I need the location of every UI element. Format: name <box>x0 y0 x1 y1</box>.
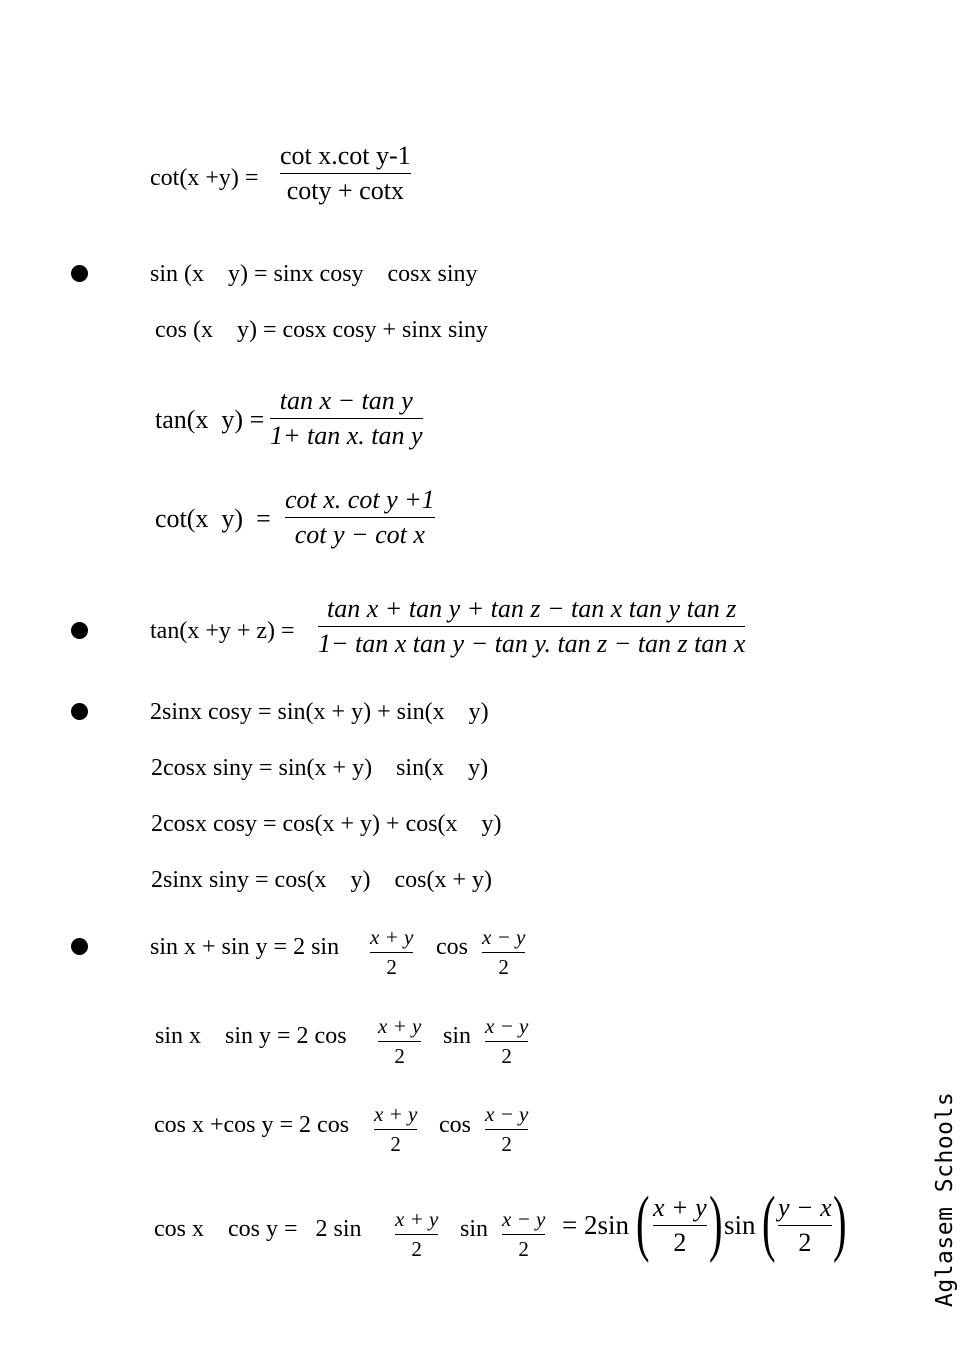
cot-sum-lhs: cot(x +y) = <box>150 165 259 191</box>
diff-sin-mid: sin <box>443 1023 472 1049</box>
numerator: x + y <box>370 925 414 949</box>
product-formula-3: 2cosx cosy = cos(x + y) + cos(x y) <box>151 811 502 837</box>
sum-sin-mid: cos <box>436 934 468 960</box>
denominator: 1− tan x tan y − tan y. tan z − tan z tan x <box>318 629 746 658</box>
denominator: 2 <box>411 1237 422 1261</box>
product-formula-1: 2sinx cosy = sin(x + y) + sin(x y) <box>150 699 489 725</box>
diff-cos-mid: sin <box>460 1216 489 1242</box>
half-diff-fraction <box>778 1195 832 1256</box>
fraction-bar <box>374 1129 417 1130</box>
fraction-bar <box>653 1225 707 1226</box>
numerator: cot x. cot y +1 <box>285 485 435 514</box>
denominator: coty + cotx <box>286 176 404 205</box>
denominator: 2 <box>518 1237 529 1261</box>
sum-cos-lhs: cos x +cos y = 2 cos <box>154 1112 350 1138</box>
bullet <box>71 622 88 639</box>
numerator: x − y <box>485 1102 529 1126</box>
bullet <box>71 703 88 720</box>
right-paren: ) <box>833 1182 847 1264</box>
numerator: x − y <box>485 1014 529 1038</box>
fraction-bar <box>395 1234 438 1235</box>
fraction-bar <box>502 1234 545 1235</box>
fraction-bar <box>378 1041 421 1042</box>
tan-triple-fraction <box>318 596 745 657</box>
half-diff-fraction <box>485 1016 528 1067</box>
half-sum-fraction <box>370 927 413 978</box>
half-diff-fraction <box>482 927 525 978</box>
diff-cos-mid2: sin <box>724 1210 756 1240</box>
cos-diff-formula: cos (x y) = cosx cosy + sinx siny <box>155 317 489 343</box>
bullet <box>71 265 88 282</box>
fraction-bar <box>485 1041 528 1042</box>
product-formula-2: 2cosx siny = sin(x + y) sin(x y) <box>151 755 489 781</box>
fraction-bar <box>270 418 423 419</box>
left-paren: ( <box>762 1182 776 1264</box>
sum-sin-lhs: sin x + sin y = 2 sin <box>150 934 340 960</box>
fraction-bar <box>318 626 745 627</box>
half-diff-fraction <box>485 1104 528 1155</box>
numerator: tan x − tan y <box>279 386 413 415</box>
half-sum-fraction <box>395 1209 438 1260</box>
left-paren: ( <box>636 1182 650 1264</box>
numerator: x + y <box>653 1193 707 1222</box>
diff-cos-lhs: cos x cos y = 2 sin <box>154 1216 362 1242</box>
fraction-bar <box>485 1129 528 1130</box>
fraction-bar <box>280 173 411 174</box>
denominator: 2 <box>501 1044 512 1068</box>
diff-cos-eq: = 2sin <box>562 1210 629 1240</box>
tan-diff-lhs: tan(x y) = <box>155 405 265 434</box>
numerator: tan x + tan y + tan z − tan x tan y tan z <box>327 594 737 623</box>
product-formula-4: 2sinx siny = cos(x y) cos(x + y) <box>151 867 493 893</box>
denominator: 2 <box>394 1044 405 1068</box>
numerator: x + y <box>378 1014 422 1038</box>
fraction-bar <box>482 952 525 953</box>
sin-diff-formula: sin (x y) = sinx cosy cosx siny <box>150 261 478 287</box>
denominator: cot y − cot x <box>294 520 425 549</box>
cot-diff-fraction <box>285 487 435 548</box>
tan-diff-fraction <box>270 388 423 449</box>
numerator: x − y <box>502 1207 546 1231</box>
tan-triple-lhs: tan(x +y + z) = <box>150 618 295 644</box>
diff-sin-lhs: sin x sin y = 2 cos <box>155 1023 347 1049</box>
fraction-bar <box>285 517 435 518</box>
half-diff-fraction <box>502 1209 545 1260</box>
right-paren: ) <box>709 1182 723 1264</box>
watermark: Aglasem Schools <box>932 1091 958 1307</box>
denominator: 2 <box>386 955 397 979</box>
numerator: cot x.cot y-1 <box>280 141 411 170</box>
half-sum-fraction <box>378 1016 421 1067</box>
denominator: 2 <box>673 1228 687 1257</box>
numerator: x + y <box>395 1207 439 1231</box>
sum-cos-mid: cos <box>439 1112 471 1138</box>
denominator: 1+ tan x. tan y <box>270 421 423 450</box>
fraction-bar <box>370 952 413 953</box>
bullet <box>71 938 88 955</box>
numerator: x − y <box>482 925 526 949</box>
numerator: x + y <box>374 1102 418 1126</box>
half-sum-fraction <box>374 1104 417 1155</box>
fraction-bar <box>778 1225 832 1226</box>
numerator: y − x <box>778 1193 832 1222</box>
half-sum-fraction <box>653 1195 707 1256</box>
denominator: 2 <box>798 1228 812 1257</box>
denominator: 2 <box>498 955 509 979</box>
cot-diff-lhs: cot(x y) = <box>155 504 271 533</box>
denominator: 2 <box>501 1132 512 1156</box>
denominator: 2 <box>390 1132 401 1156</box>
cot-sum-fraction <box>280 143 411 204</box>
